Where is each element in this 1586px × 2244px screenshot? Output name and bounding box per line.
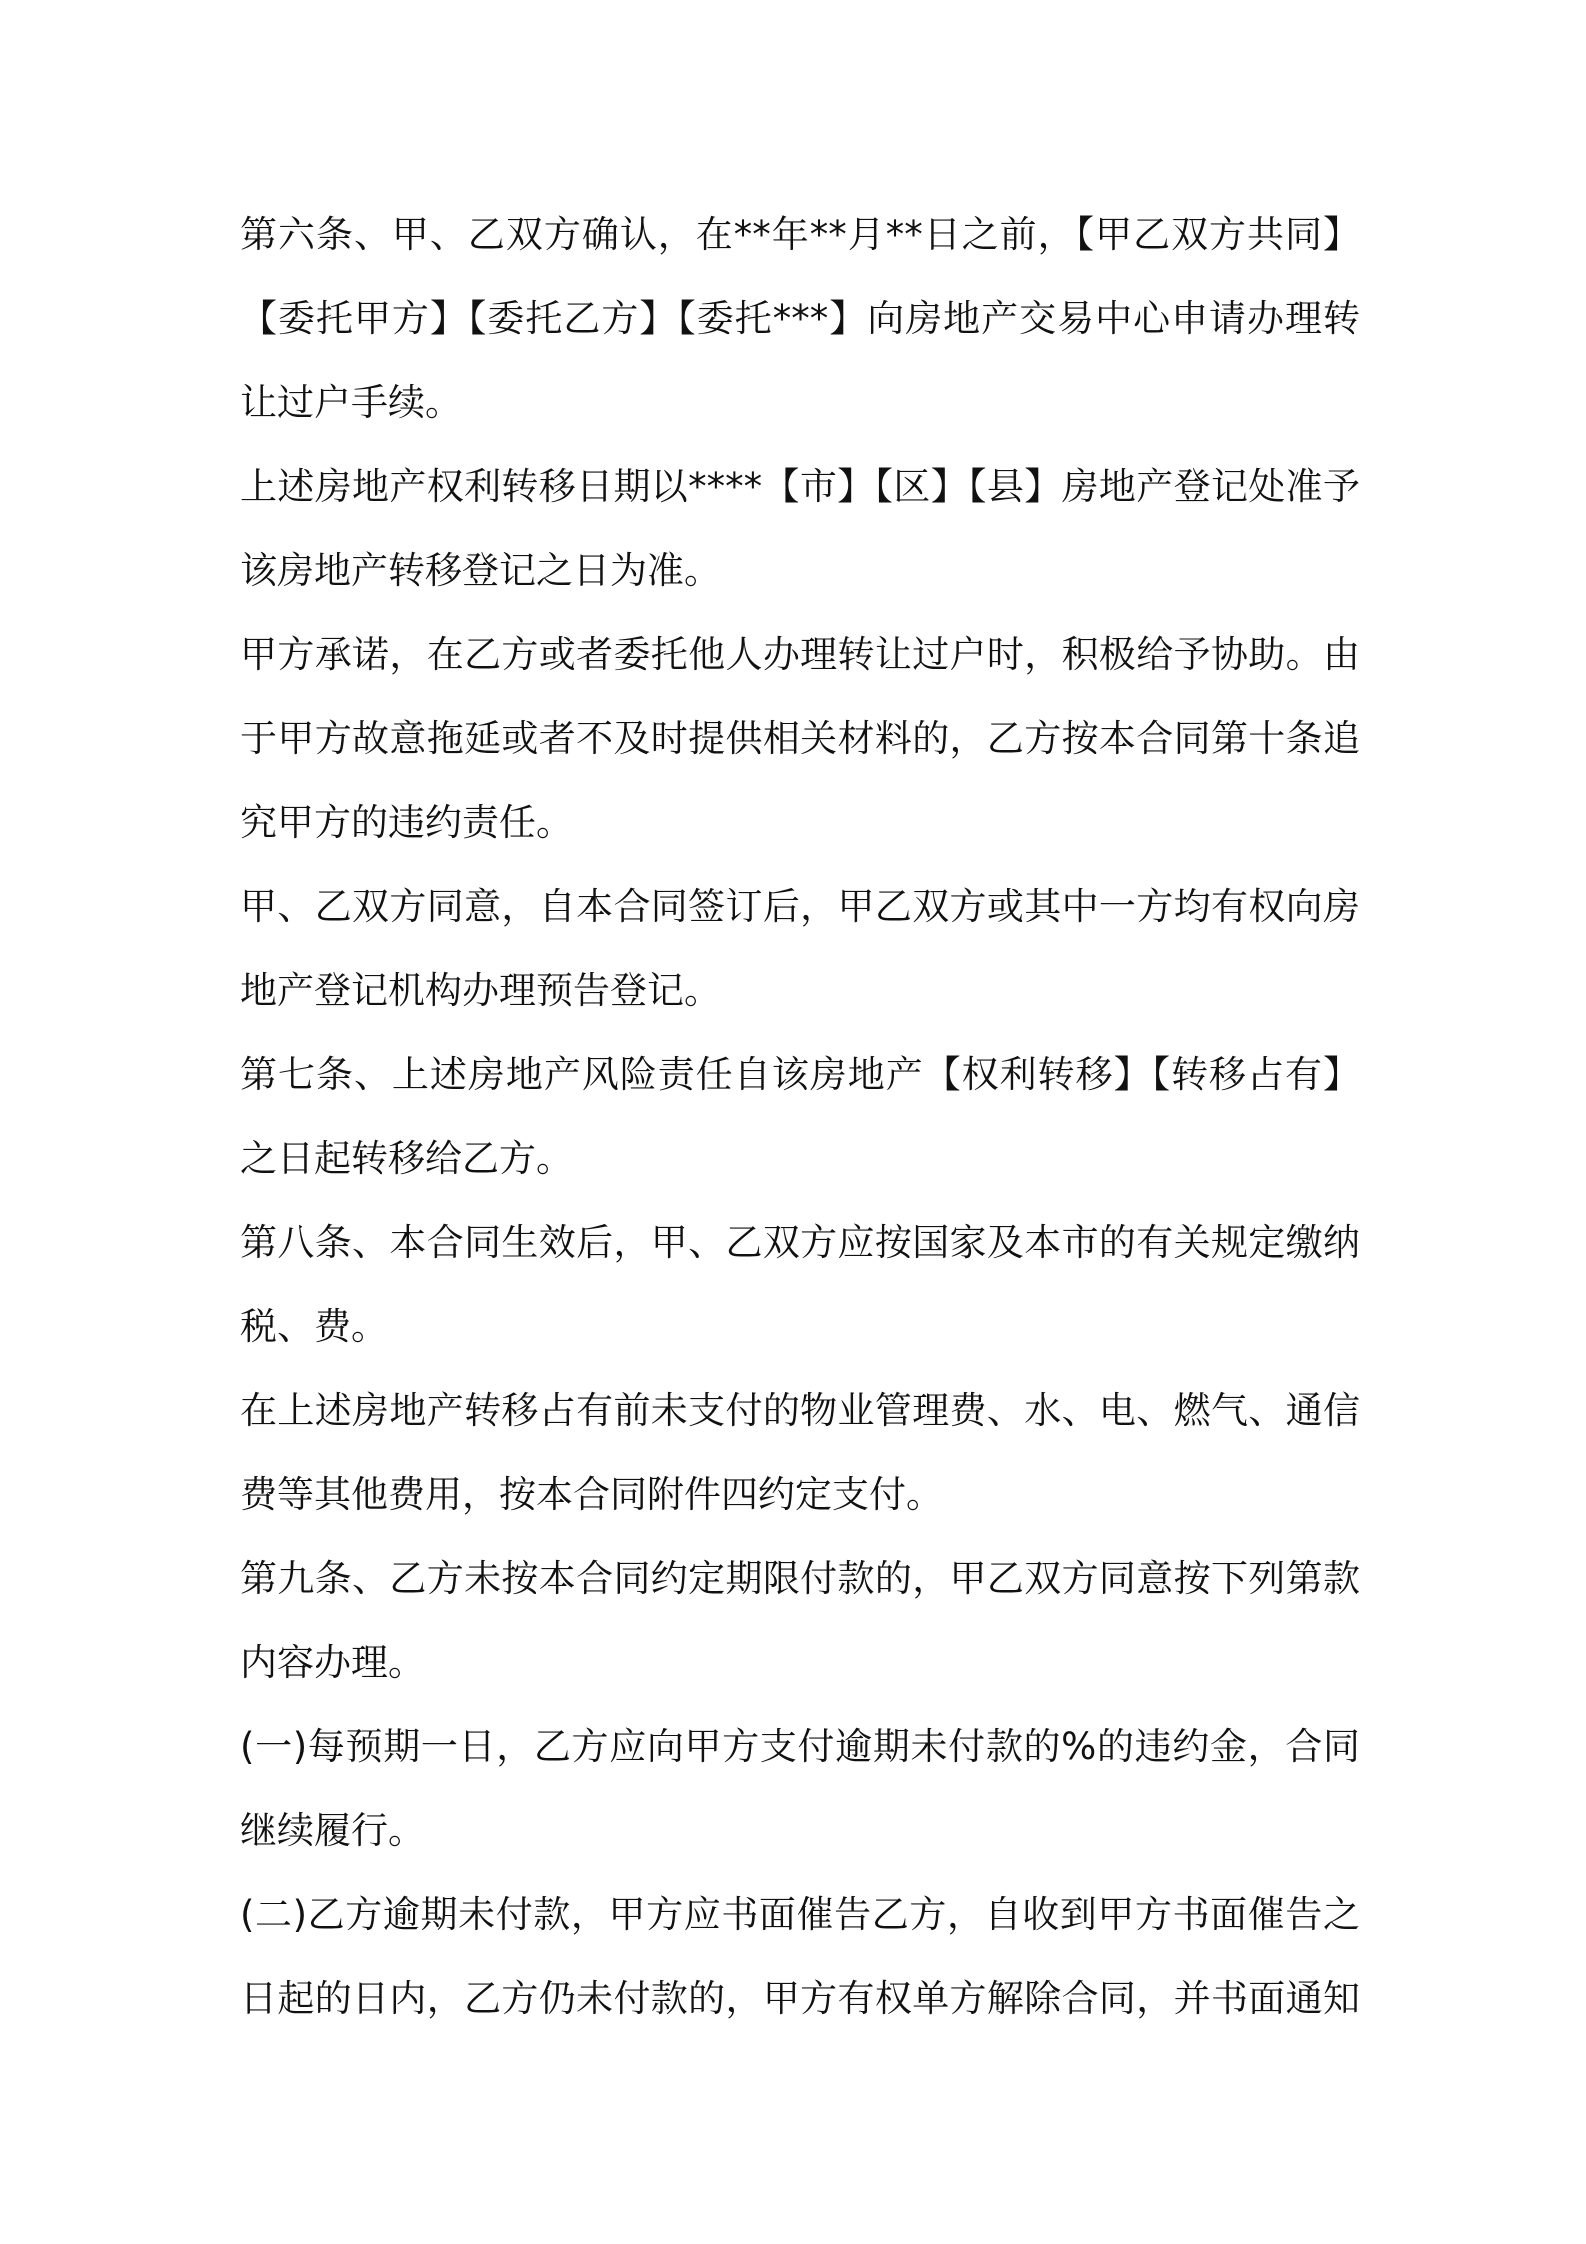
text-line-22: 日起的日内，乙方仍未付款的，甲方有权单方解除合同，并书面通知: [240, 1977, 1360, 2020]
text-line-9: 甲、乙双方同意，自本合同签订后，甲乙双方或其中一方均有权向房: [240, 885, 1360, 928]
text-line-19: (一)每预期一日，乙方应向甲方支付逾期未付款的%的违约金，合同: [240, 1725, 1360, 1768]
text-line-4: 上述房地产权利转移日期以****【市】【区】【县】房地产登记处准予: [240, 465, 1360, 508]
text-line-18: 内容办理。: [240, 1641, 425, 1684]
text-line-21: (二)乙方逾期未付款，甲方应书面催告乙方，自收到甲方书面催告之: [240, 1893, 1360, 1936]
text-line-13: 第八条、本合同生效后，甲、乙双方应按国家及本市的有关规定缴纳: [240, 1221, 1360, 1264]
text-line-11: 第七条、上述房地产风险责任自该房地产【权利转移】【转移占有】: [240, 1053, 1360, 1096]
document-body: [240, 193, 1360, 2041]
text-line-5: 该房地产转移登记之日为准。: [240, 549, 721, 592]
text-line-1: 第六条、甲、乙双方确认，在**年**月**日之前，【甲乙双方共同】: [240, 213, 1360, 256]
text-line-7: 于甲方故意拖延或者不及时提供相关材料的，乙方按本合同第十条追: [240, 717, 1360, 760]
text-line-20: 继续履行。: [240, 1809, 425, 1852]
text-line-8: 究甲方的违约责任。: [240, 801, 573, 844]
text-line-12: 之日起转移给乙方。: [240, 1137, 573, 1180]
text-line-10: 地产登记机构办理预告登记。: [240, 969, 721, 1012]
text-line-6: 甲方承诺，在乙方或者委托他人办理转让过户时，积极给予协助。由: [240, 633, 1360, 676]
text-line-14: 税、费。: [240, 1305, 388, 1348]
text-line-15: 在上述房地产转移占有前未支付的物业管理费、水、电、燃气、通信: [240, 1389, 1360, 1432]
text-line-3: 让过户手续。: [240, 381, 462, 424]
text-line-2: 【委托甲方】【委托乙方】【委托***】向房地产交易中心申请办理转: [240, 297, 1360, 340]
text-line-17: 第九条、乙方未按本合同约定期限付款的，甲乙双方同意按下列第款: [240, 1557, 1360, 1600]
text-line-16: 费等其他费用，按本合同附件四约定支付。: [240, 1473, 943, 1516]
